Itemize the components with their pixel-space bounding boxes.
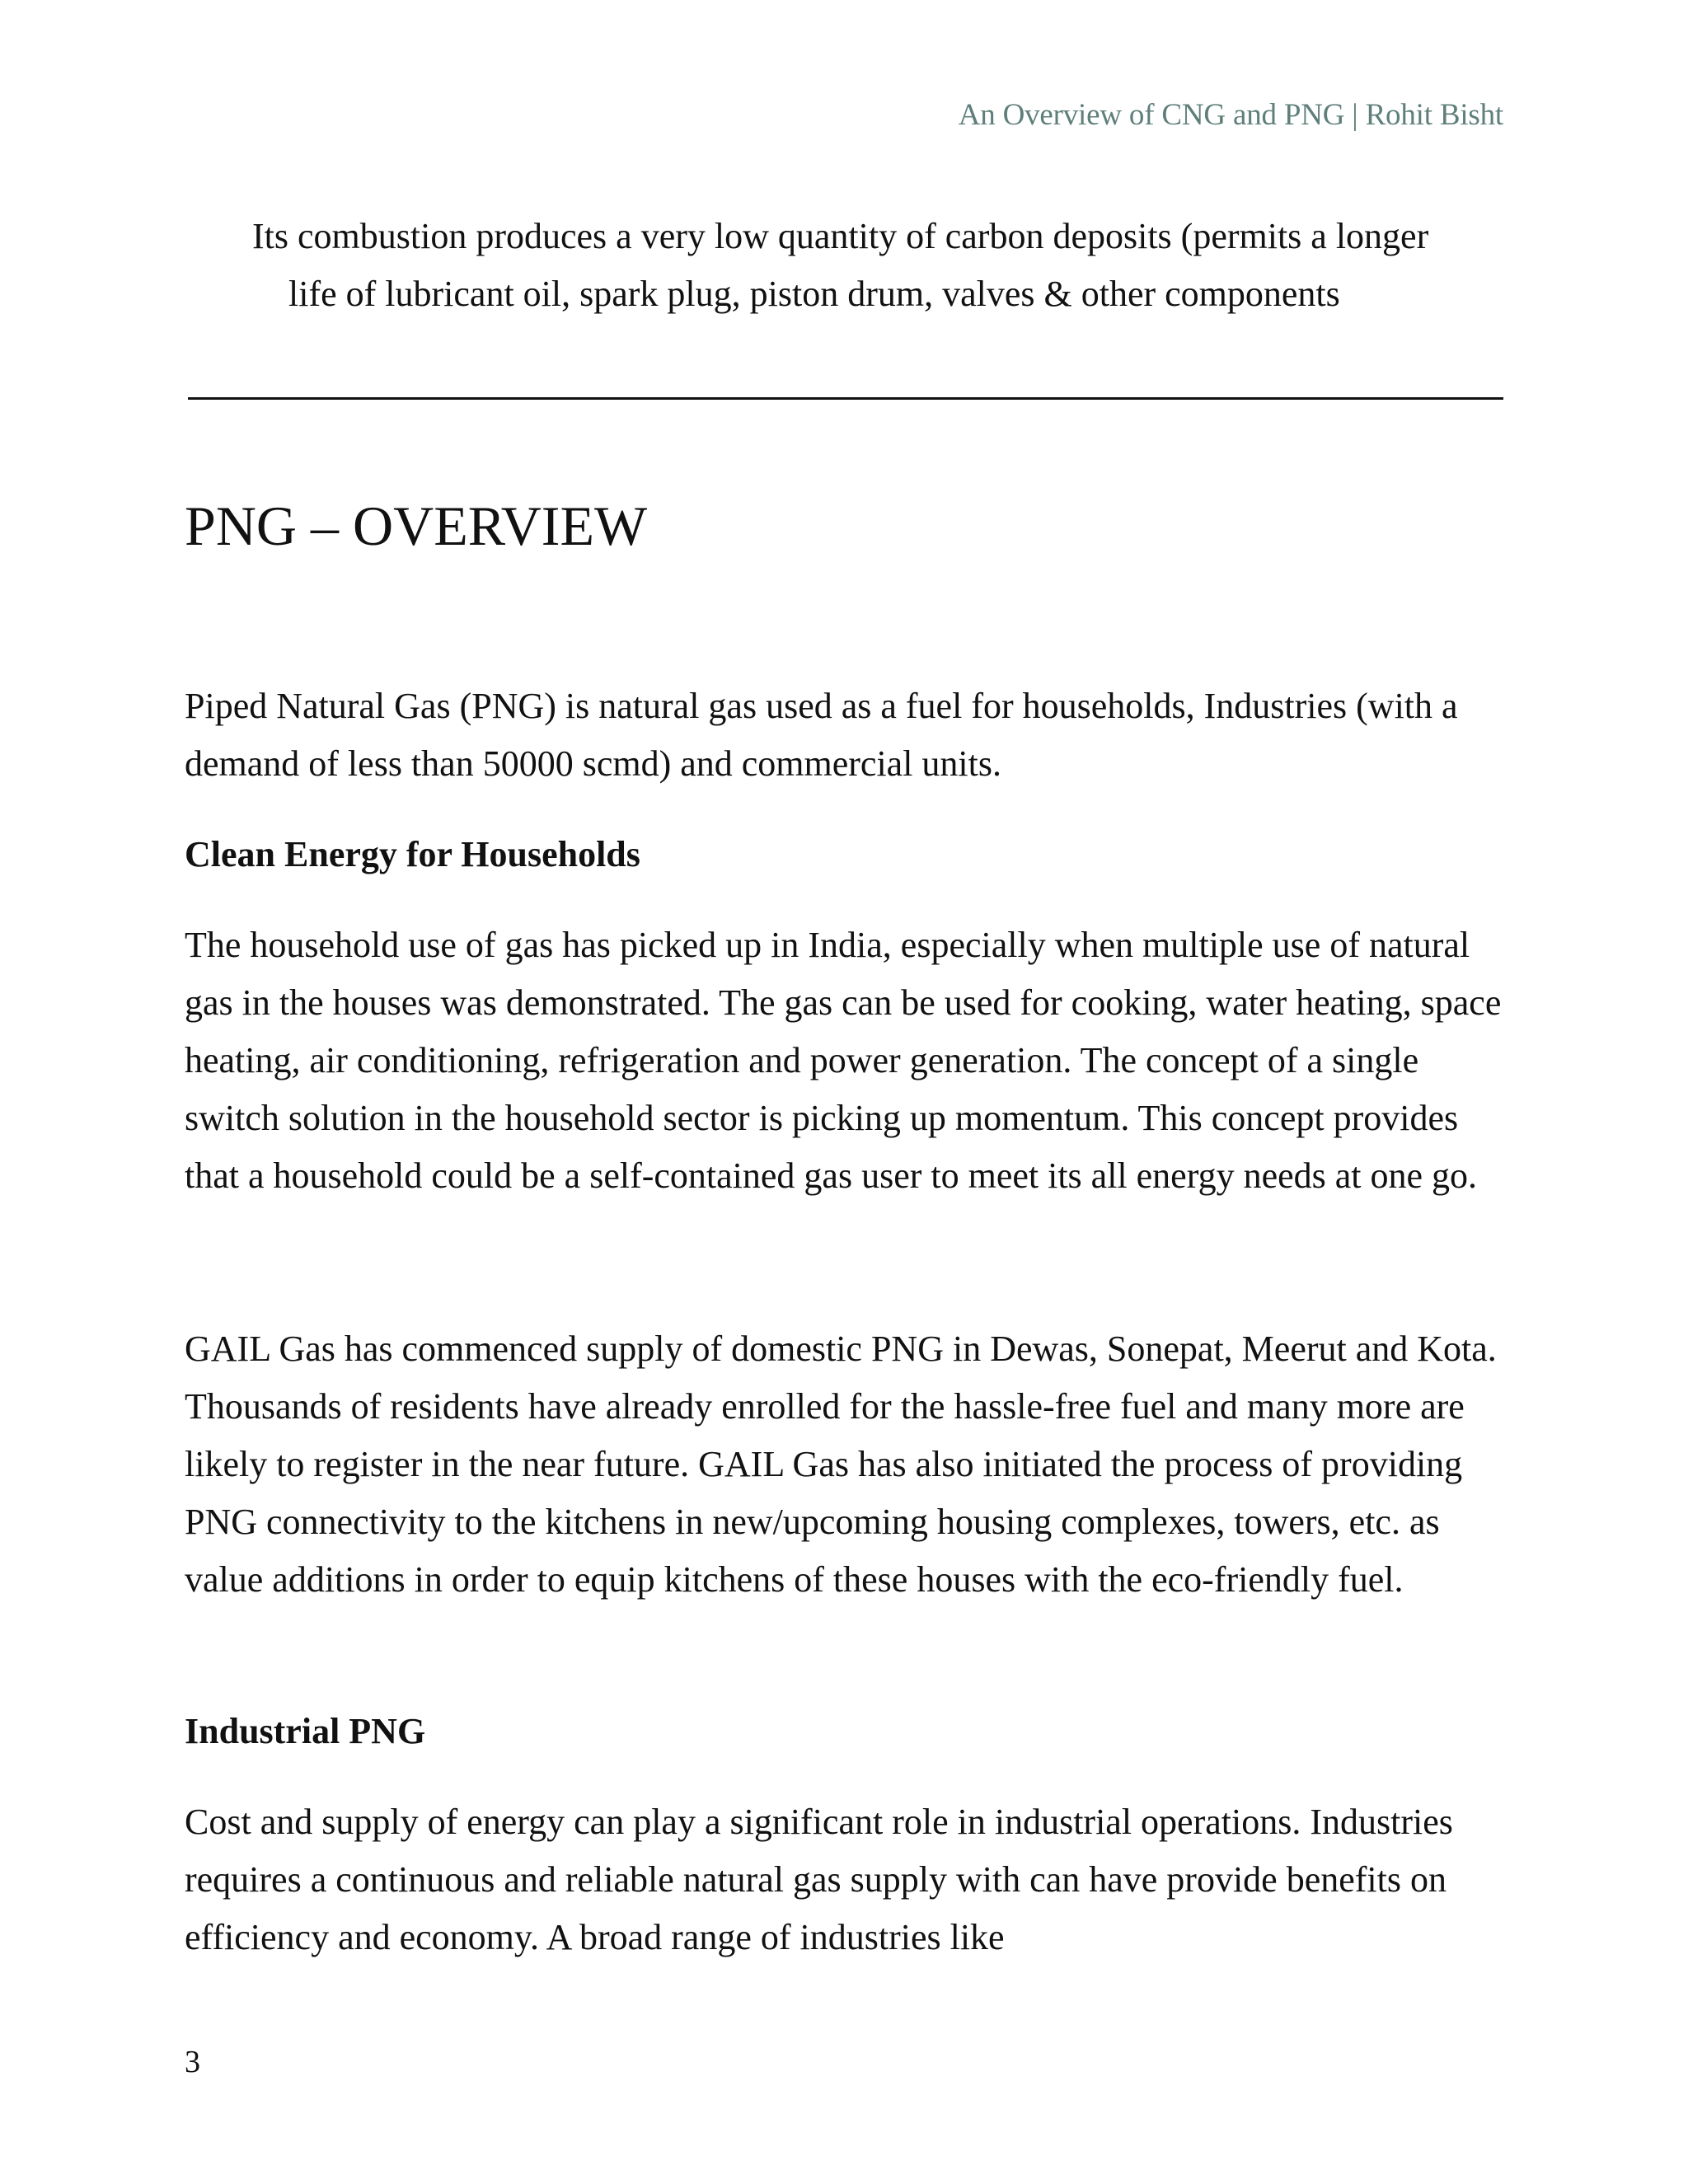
households-heading: Clean Energy for Households — [185, 834, 640, 874]
page-number: 3 — [185, 2045, 200, 2079]
running-header: An Overview of CNG and PNG | Rohit Bisht — [958, 98, 1503, 132]
intro-bullet-text: Its combustion produces a very low quantity of carbon deposits (permits a longer life of lubricant oil, spark plug, piston drum, valves & other components — [252, 216, 1429, 314]
gail-gas-paragraph: GAIL Gas has commenced supply of domestic PNG in Dewas, Sonepat, Meerut and Kota. Thousands of residents have already enrolled for the hassle-free fuel and many more are likely to register in the near future. GAIL Gas has also initiated the process of providing PNG connectivity to the kitchens in new/upcoming housing complexes, towers, etc. as value additions in order to equip kitchens of these houses with the eco-friendly fuel. — [185, 1329, 1497, 1600]
household-use-paragraph: The household use of gas has picked up in India, especially when multiple use of natural gas in the houses was demonstrated. The gas can be used for cooking, water heating, space heating, air conditioning, refrigeration and power generation. The concept of a single switch solution in the household sector is picking up momentum. This concept provides that a household could be a self-contained gas user to meet its all energy needs at one go. — [185, 925, 1502, 1196]
industrial-paragraph: Cost and supply of energy can play a significant role in industrial operations. Industries requires a continuous and reliable natural gas supply with can have provide benefits on efficiency and economy. A broad range of industries like — [185, 1802, 1453, 1957]
industrial-heading: Industrial PNG — [185, 1711, 426, 1751]
section-divider — [188, 397, 1503, 400]
section-title: PNG – OVERVIEW — [185, 494, 648, 557]
png-definition-paragraph: Piped Natural Gas (PNG) is natural gas used as a fuel for households, Industries (with a demand of less than 50000 scmd) and commercial units. — [185, 686, 1458, 784]
